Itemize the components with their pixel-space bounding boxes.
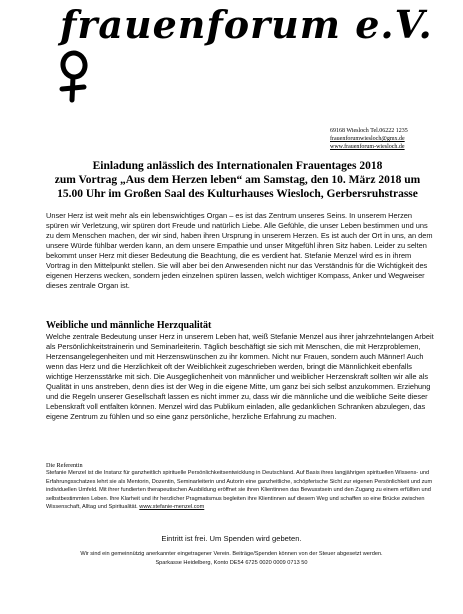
logo-wordmark: frauenforum e.V. [60,2,433,47]
footer-line-1: Wir sind ein gemeinnützig anerkannter eingetragener Verein. Beiträge/Spenden können von der Steuer abgesetzt werden. [80,551,383,557]
referentin-heading: Die Referentin [46,462,83,469]
section-paragraph: Welche zentrale Bedeutung unser Herz in unserem Leben hat, weiß Stefanie Menzel aus ihrer jahrzehntelangen Arbeit als Persönlichkeitstrainerin und Seminarleiterin. Täglich beschäftigt sie sich mit Menschen, die mit Herzproblemen, Herzensangelegenheiten und mit Herzenswünschen zu ihr kommen. Nicht nur Frauen, sondern auch Männer! Auch wenn das Herz und die Herzlichkeit oft der Weiblichkeit zugeschrieben werden, bringt die Männlichkeit ebenfalls wichtige Herzensstärke mit sich. Die Ausgeglichenheit von männlicher und weiblicher Herzenskraft sollten wir alle als Qualität in uns anstreben, denn dies ist der Weg in die eigene Mitte, um ganz bei sich selbst anzukommen. Erziehung und die Regeln unserer Gesellschaft lassen es nicht immer zu, dass wir die männliche und die weibliche Seite dieser Lebenskraft voll entfalten können. Menzel wird das Publikum einladen, alle gedanklichen Schranken abzulegen, das eigene Zentrum zu fühlen und so eine ganz persönliche, herzliche Erfahrung zu machen. [46,332,434,421]
section-heading: Weibliche und männliche Herzqualität [46,320,212,331]
venus-symbol-icon [58,50,92,104]
footer-block [20,550,443,568]
heading-line-2: zum Vortrag „Aus dem Herzen leben“ am Samstag, den 10. März 2018 um [54,174,421,186]
invitation-heading [40,159,435,201]
heading-line-1: Einladung anlässlich des Internationalen Frauentages 2018 [92,160,383,172]
referentin-website-link[interactable]: www.stefanie-menzel.com [139,504,205,510]
contact-email-link[interactable]: frauenforumwiesloch@gmx.de [330,136,405,142]
footer-line-2: Sparkasse Heidelberg, Konto DE54 6725 0020 0009 0713 50 [155,560,308,566]
intro-paragraph: Unser Herz ist weit mehr als ein lebenswichtiges Organ – es ist das Zentrum unseres Seins. In unserem Herzen spüren wir Verletzung, wir spüren dort Freude und natürlich Liebe. Alle Gefühle, die unser Leben bestimmen und uns zu dem Menschen machen, der wir sind, haben ihren Ursprung in unserem Herzen. Es ist auch der Ort in uns, an dem unsere Würde fühlbar werden kann, an dem unsere Empathie und unser Mitgefühl ihren Sitz haben. Leider zu selten bekommt unser Herz mit dieser Bedeutung die Beachtung, die es verdient hat. Stefanie Menzel wird es in ihrem Vortrag in den Mittelpunkt stellen. Sie will aber bei den Anwesenden nicht nur das Verständnis für die Wichtigkeit des eigenen Herzens wecken, sondern jeden einzelnen spüren lassen, welch wichtiger Kompass, Anker und Wegweiser dieses zentrale Organ ist. [46,211,433,290]
entry-notice: Eintritt ist frei. Um Spenden wird gebeten. [161,534,302,543]
referentin-text: Stefanie Menzel ist die Instanz für ganzheitlich spirituelle Persönlichkeitsentwicklung in Deutschland. Auf Basis ihres langjährigen spirituellen Wissens- und Erfahrungsschatzes lehrt sie als Mentorin, Dozentin, Seminarleiterin und Autorin eine ganzheitliche, schöpferische Sicht zur eigenen Persönlichkeit und zum individuellen Umfeld. Mit ihrer fundierten therapeutischen Ausbildung eröffnet sie ihren Klientinnen das Bewusstsein und den Zugang zu einem erfüllten und selbstbestimmten Leben. Ihre Klarheit und ihr herzlicher Pragmatismus begleiten ihre Klientinnen auf diesem Weg und schaffen so eine Brücke zwischen Wissenschaft, Alltag und Spiritualität. [46,470,433,510]
contact-block [330,127,455,151]
contact-address: 69168 Wiesloch Tel.06222 1235 [330,128,408,134]
contact-website-link[interactable]: www.frauenforum-wiesloch.de [330,144,405,150]
referentin-paragraph [46,469,436,512]
heading-line-3: 15.00 Uhr im Großen Saal des Kulturhauses Wiesloch, Gerbersruhstrasse [57,188,418,200]
